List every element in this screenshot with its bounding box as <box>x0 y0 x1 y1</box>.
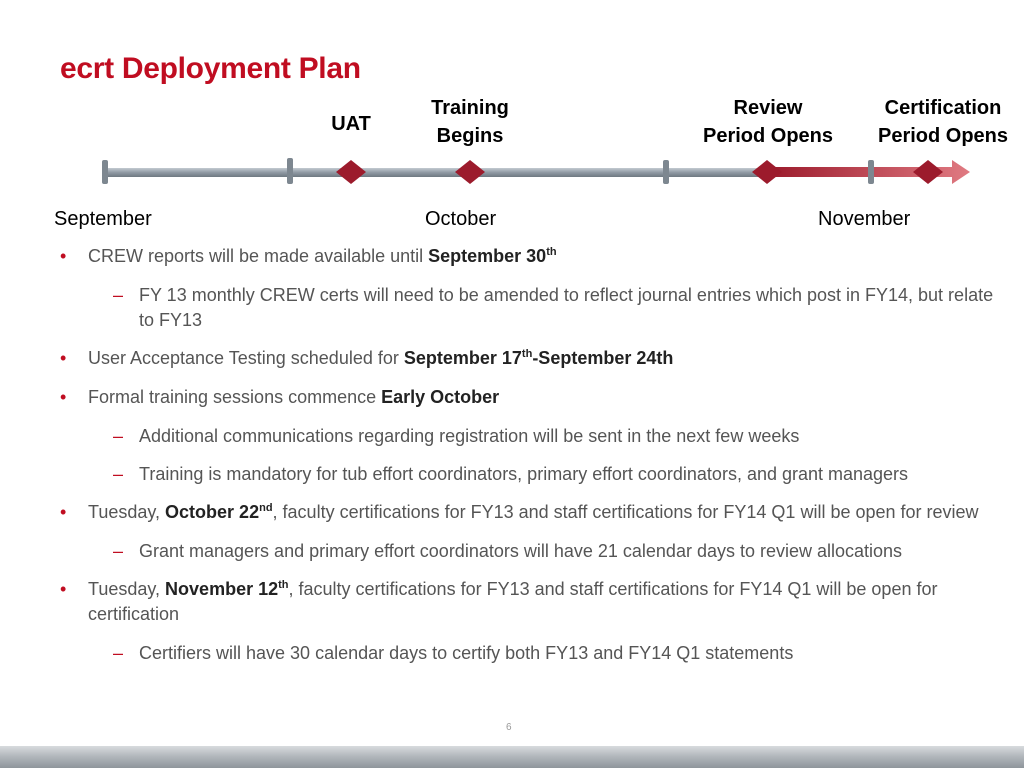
bullet-mark: • <box>60 246 67 266</box>
subbullet-text: Grant managers and primary effort coordinators will have 21 calendar days to review allocations <box>139 541 903 561</box>
milestone-review-label <box>688 94 848 150</box>
bullet-mark: • <box>60 348 67 368</box>
milestone-review-diamond <box>752 160 782 184</box>
bullet-sup: nd <box>259 502 273 514</box>
milestone-uat-diamond <box>336 160 366 184</box>
bullet-prefix: Tuesday, <box>88 502 166 522</box>
bullet-mark: • <box>60 502 67 522</box>
bullet-bold: October 22 <box>165 502 260 522</box>
bullet-sup: th <box>278 579 289 591</box>
bullet-bold: November 12 <box>165 579 279 599</box>
subbullet-mark: – <box>113 643 124 663</box>
bullet-text: , faculty certifications for FY13 and staff certifications for FY14 Q1 will be open for certification <box>88 579 938 624</box>
bullet-certification-open <box>60 577 1000 627</box>
month-october: October <box>425 208 497 230</box>
milestone-certification-label <box>864 94 1022 150</box>
bullet-list <box>60 244 1000 679</box>
review-label-line2: Period Opens <box>702 125 834 147</box>
subbullet-review-days <box>60 539 1000 564</box>
subbullet-mark: – <box>113 541 124 561</box>
tick-september <box>102 160 108 184</box>
certification-label-line1: Certification <box>884 97 1002 119</box>
review-label-line1: Review <box>733 97 803 119</box>
milestone-certification-diamond <box>913 160 943 184</box>
training-label-line2: Begins <box>436 125 504 147</box>
bullet-bold: Early October <box>381 387 500 407</box>
subbullet-text: Training is mandatory for tub effort coordinators, primary effort coordinators, and grant managers <box>139 464 909 484</box>
subbullet-text: FY 13 monthly CREW certs will need to be amended to reflect journal entries which post in FY14, but relate to FY13 <box>139 285 994 330</box>
bullet-review-open <box>60 500 1000 525</box>
milestone-uat-label <box>311 110 391 138</box>
footer-bar <box>0 746 1024 768</box>
milestone-training-diamond <box>455 160 485 184</box>
bullet-text: , faculty certifications for FY13 and staff certifications for FY14 Q1 will be open for review <box>272 502 979 522</box>
subbullet-certify-days <box>60 641 1000 666</box>
bullet-text: User Acceptance Testing scheduled for <box>88 348 404 368</box>
bullet-uat <box>60 346 1000 371</box>
bullet-bold: September 30 <box>428 246 547 266</box>
bullet-sup: th <box>546 246 557 258</box>
training-label-line1: Training <box>431 97 509 119</box>
bullet-text: CREW reports will be made available until <box>88 246 429 266</box>
bullet-bold-2: -September 24th <box>532 348 674 368</box>
subbullet-text: Certifiers will have 30 calendar days to certify both FY13 and FY14 Q1 statements <box>139 643 794 663</box>
tick-mid-september <box>287 158 293 184</box>
bullet-sup: th <box>521 348 533 360</box>
bullet-training <box>60 385 1000 410</box>
slide-title: ecrt Deployment Plan <box>60 52 361 85</box>
tick-november <box>868 160 874 184</box>
subbullet-mark: – <box>113 464 124 484</box>
bullet-prefix: Tuesday, <box>88 579 166 599</box>
month-september: September <box>54 208 152 230</box>
page-number: 6 <box>506 722 512 733</box>
milestone-training-label <box>410 94 530 150</box>
subbullet-mark: – <box>113 426 124 446</box>
subbullet-communications <box>60 424 1000 449</box>
tick-october <box>663 160 669 184</box>
month-november: November <box>818 208 911 230</box>
certification-label-line2: Period Opens <box>877 125 1009 147</box>
subbullet-mandatory-training <box>60 462 1000 487</box>
bullet-mark: • <box>60 579 67 599</box>
subbullet-text: Additional communications regarding registration will be sent in the next few weeks <box>139 426 800 446</box>
subbullet-mark: – <box>113 285 124 305</box>
uat-label-line: UAT <box>331 113 371 135</box>
bullet-crew-reports <box>60 244 1000 269</box>
bullet-text: Formal training sessions commence <box>88 387 382 407</box>
bullet-bold: September 17 <box>403 348 522 368</box>
subbullet-crew-certs <box>60 283 1000 333</box>
timeline <box>0 0 1024 240</box>
timeline-track <box>104 168 780 177</box>
bullet-mark: • <box>60 387 67 407</box>
